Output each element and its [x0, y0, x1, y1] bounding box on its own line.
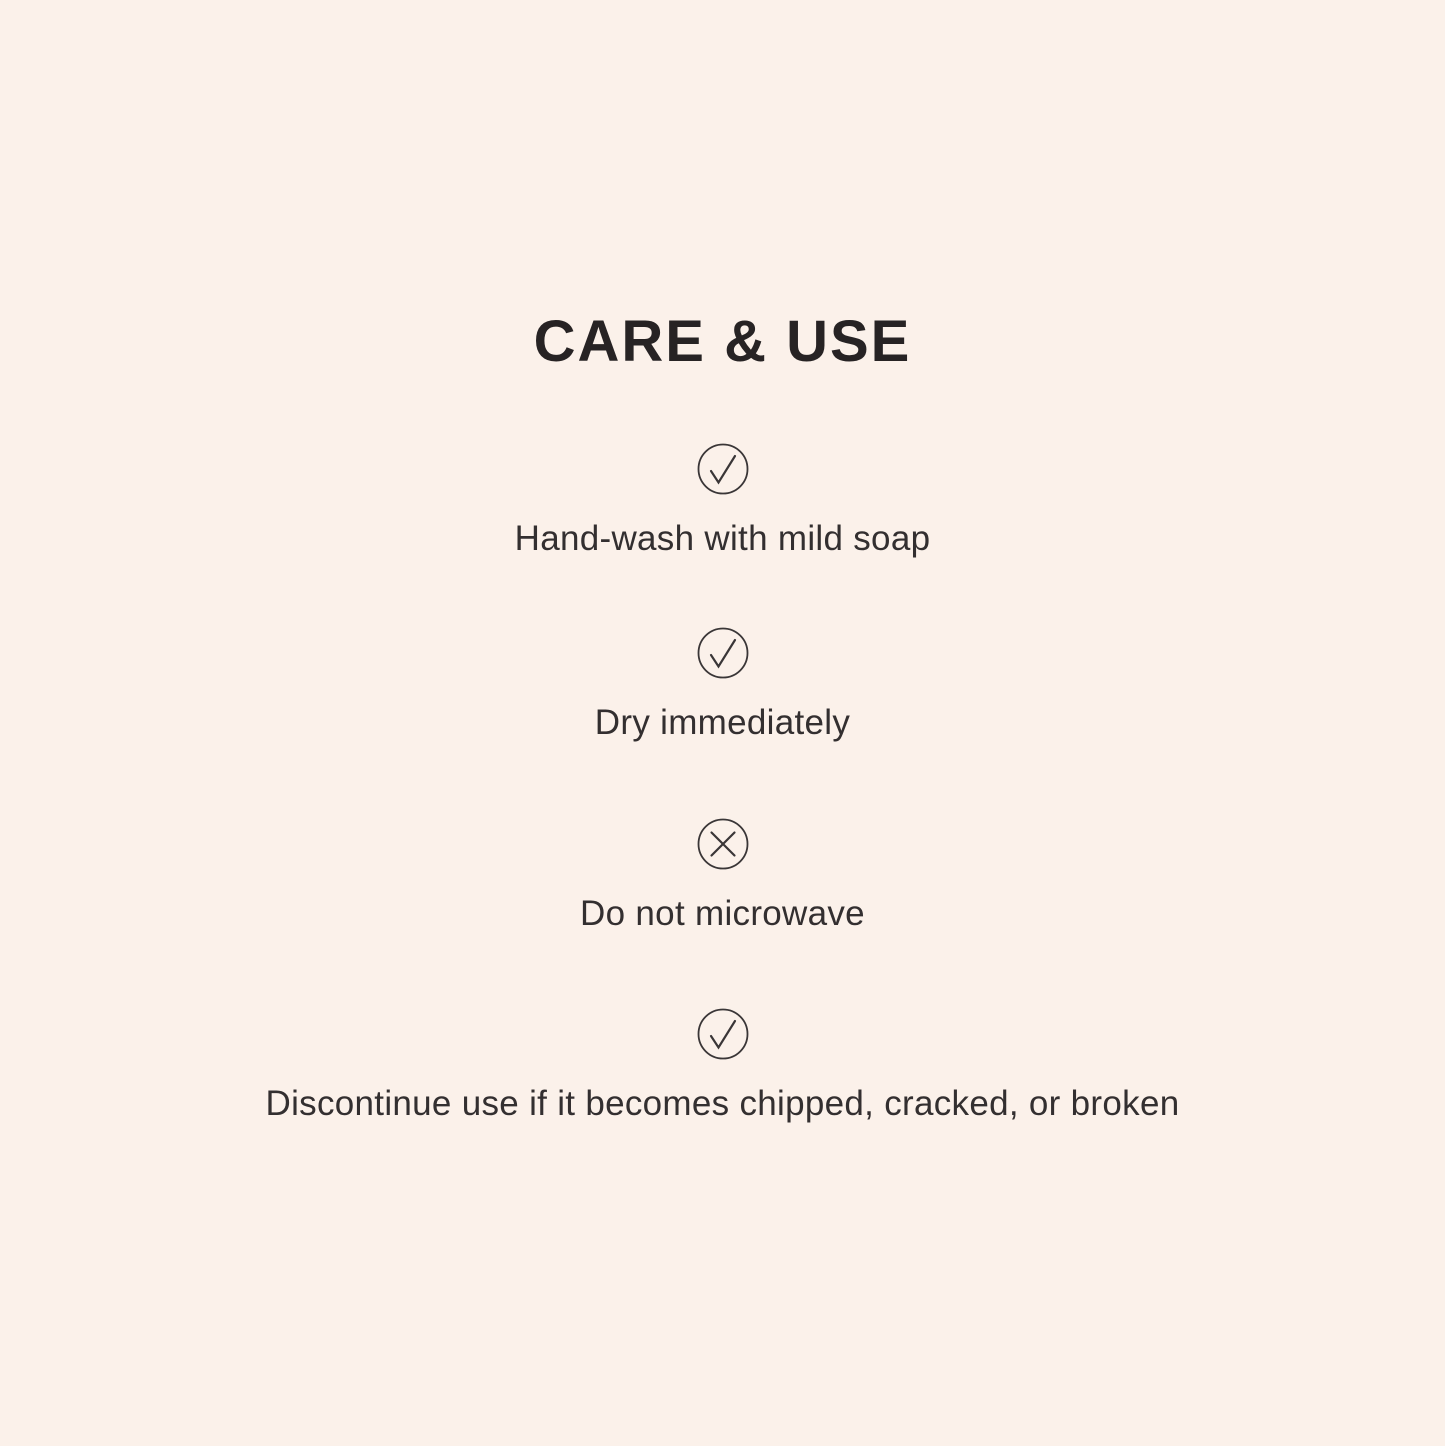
check-circle-icon [697, 627, 749, 679]
care-item-dry [0, 627, 1445, 745]
care-item-handwash [0, 443, 1445, 561]
care-item-no-microwave [0, 818, 1445, 936]
check-circle-icon [697, 443, 749, 495]
check-circle-icon [697, 1008, 749, 1060]
care-item-discontinue [0, 1008, 1445, 1126]
care-item-label: Dry immediately [594, 703, 851, 742]
care-item-label: Discontinue use if it becomes chipped, cracked, or broken [265, 1084, 1180, 1123]
cross-circle-icon [697, 818, 749, 870]
page-title: CARE & USE [533, 309, 912, 374]
care-item-label: Do not microwave [580, 894, 865, 933]
care-item-label: Hand-wash with mild soap [514, 519, 931, 558]
